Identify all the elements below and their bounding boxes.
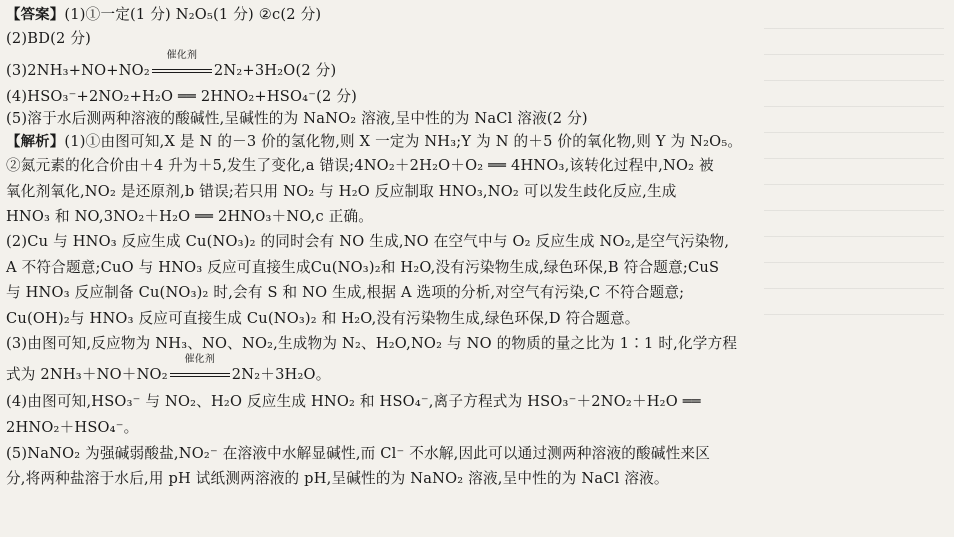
analysis-line-1 [6, 131, 946, 153]
answer-line-1 [6, 4, 946, 26]
analysis-tag: 【解析】 [6, 134, 65, 150]
catalyst-arrow [152, 50, 212, 78]
analysis-p1-l2: ②氮元素的化合价由＋4 升为＋5,发生了变化,a 错误;4NO₂＋2H₂O＋O₂ ══ 4HNO₃,该转化过程中,NO₂ 被 [6, 157, 714, 174]
analysis-p1-l4: HNO₃ 和 NO,3NO₂＋H₂O ══ 2HNO₃＋NO,c 正确。 [6, 208, 374, 225]
answer-part-3-products: 2N₂+3H₂O(2 分) [213, 62, 337, 79]
analysis-p2-l3: 与 HNO₃ 反应制备 Cu(NO₃)₂ 时,会有 S 和 NO 生成,根据 A 选项的分析,对空气有污染,C 不符合题意; [6, 284, 685, 301]
catalyst-label-2: 催化剂 [184, 354, 216, 365]
answer-part-3 [6, 50, 946, 82]
answer-tag: 【答案】 [6, 7, 65, 23]
analysis-p3-l1: (3)由图可知,反应物为 NH₃、NO、NO₂,生成物为 N₂、H₂O,NO₂ 与 NO 的物质的量之比为 1∶1 时,化学方程 [6, 335, 738, 352]
answer-part-5: (5)溶于水后测两种溶液的酸碱性,呈碱性的为 NaNO₂ 溶液,呈中性的为 NaCl 溶液(2 分) [6, 110, 588, 127]
analysis-p3-l2 [6, 354, 946, 386]
analysis-p4-l2: 2HNO₂＋HSO₄⁻。 [6, 419, 139, 436]
analysis-p1-l3: 氧化剂氧化,NO₂ 是还原剂,b 错误;若只用 NO₂ 与 H₂O 反应制取 HNO₃,NO₂ 可以发生歧化反应,生成 [6, 183, 677, 200]
catalyst-label: 催化剂 [166, 50, 198, 61]
answer-part-1: (1)①一定(1 分) N₂O₅(1 分) ②c(2 分) [64, 6, 322, 23]
analysis-p5-l1: (5)NaNO₂ 为强碱弱酸盐,NO₂⁻ 在溶液中水解显碱性,而 Cl⁻ 不水解,因此可以通过测两种溶液的酸碱性来区 [6, 445, 711, 462]
analysis-p4-l1: (4)由图可知,HSO₃⁻ 与 NO₂、H₂O 反应生成 HNO₂ 和 HSO₄⁻,离子方程式为 HSO₃⁻＋2NO₂＋H₂O ══ [6, 393, 701, 410]
analysis-p3-products: 2N₂＋3H₂O。 [231, 366, 331, 383]
catalyst-arrow-2 [170, 354, 230, 382]
analysis-p2-l2: A 不符合题意;CuO 与 HNO₃ 反应可直接生成Cu(NO₃)₂和 H₂O,没有污染物生成,绿色环保,B 符合题意;CuS [6, 259, 720, 276]
answer-part-2: (2)BD(2 分) [6, 30, 92, 47]
answer-part-4: (4)HSO₃⁻+2NO₂+H₂O ══ 2HNO₂+HSO₄⁻(2 分) [6, 88, 358, 105]
analysis-p2-l1: (2)Cu 与 HNO₃ 反应生成 Cu(NO₃)₂ 的同时会有 NO 生成,NO 在空气中与 O₂ 反应生成 NO₂,是空气污染物, [6, 233, 730, 250]
analysis-p2-l4: Cu(OH)₂与 HNO₃ 反应可直接生成 Cu(NO₃)₂ 和 H₂O,没有污染物生成,绿色环保,D 符合题意。 [6, 310, 640, 327]
analysis-p5-l2: 分,将两种盐溶于水后,用 pH 试纸测两溶液的 pH,呈碱性的为 NaNO₂ 溶液,呈中性的为 NaCl 溶液。 [6, 470, 669, 487]
analysis-p3-reactants: 式为 2NH₃＋NO＋NO₂ [6, 366, 168, 383]
analysis-p1-l1: (1)①由图可知,X 是 N 的－3 价的氢化物,则 X 一定为 NH₃;Y 为 N 的＋5 价的氧化物,则 Y 为 N₂O₅。 [64, 133, 743, 150]
answer-part-3-reactants: (3)2NH₃+NO+NO₂ [6, 62, 150, 79]
